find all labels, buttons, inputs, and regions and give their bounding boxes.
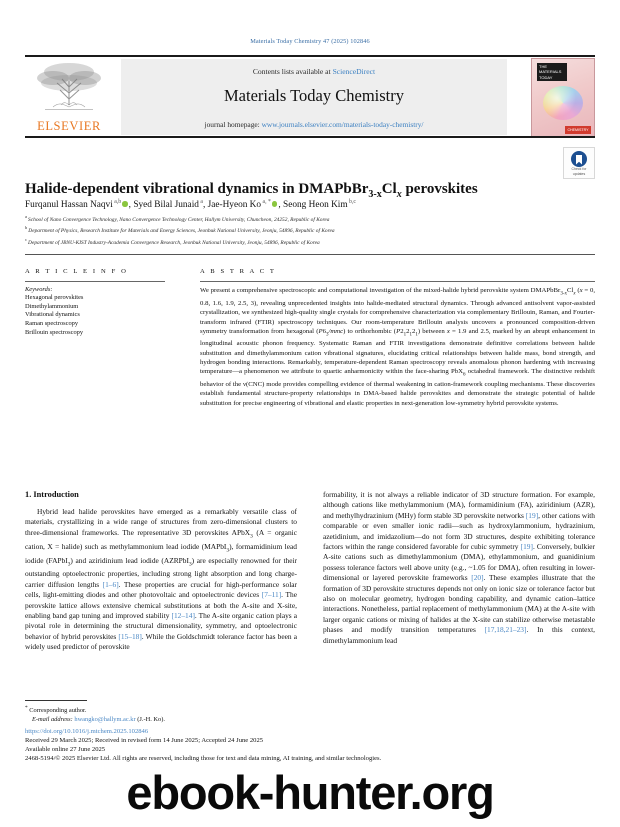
introduction-heading: 1. Introduction [25,490,79,499]
affiliation-marker: a [25,214,29,219]
crossmark-label-line2: updates [572,171,586,176]
author-name: Jae-Hyeon Ko [207,200,262,211]
keyword-item: Dimethylammonium [25,302,79,310]
crossmark-label [564,167,594,176]
email-label: E-mail address: [32,716,73,724]
body-column-left [25,490,297,653]
info-section-top-rule [25,254,595,255]
elsevier-wordmark: ELSEVIER [37,119,101,133]
author-name: Syed Bilal Junaid [133,200,199,211]
author-separator: , [202,200,208,211]
author-4 [283,200,356,210]
keyword-item: Raman spectroscopy [25,320,79,328]
author-affiliation-marker: b,c [347,199,356,205]
abstract-heading: A B S T R A C T [200,268,277,275]
corresponding-author-text: Corresponding author. [29,707,87,715]
article-footer [25,727,595,763]
doi-link[interactable]: https://doi.org/10.1016/j.mtchem.2025.102846 [25,728,149,735]
site-watermark: ebook-hunter.org [126,766,494,819]
keyword-item: Vibrational dynamics [25,311,80,319]
running-head: Materials Today Chemistry 47 (2025) 102846 [250,38,370,45]
abstract-rule [200,281,595,282]
keywords-label: Keywords: [25,286,53,294]
cover-badge-line1: THE [539,64,547,69]
affiliation-list [25,213,585,247]
journal-title: Materials Today Chemistry [223,86,404,105]
title-part-3: perovskites [401,181,478,198]
author-affiliation-marker: a,b [112,199,122,205]
sciencedirect-link[interactable]: ScienceDirect [332,67,376,76]
author-2 [133,200,207,210]
footnote-marker: * [25,705,28,711]
article-info-heading: A R T I C L E I N F O [25,268,128,275]
journal-masthead [25,55,595,139]
keyword-item: Hexagonal perovskites [25,294,84,302]
journal-homepage-line [121,120,507,129]
author-name: Furqanul Hassan Naqvi [25,200,113,211]
author-affiliation-marker: a, * [261,199,271,205]
affiliation-text: School of Nano Convergence Technology, Nano Convergence Technology Center, Hallym University, Chuncheon, 24252, Republic of Korea [28,216,330,223]
affiliation-1 [25,213,585,224]
keyword-item: Brillouin spectroscopy [25,328,84,336]
orcid-icon[interactable] [272,201,278,207]
title-part-2: Cl [381,181,397,198]
cover-badge-line2: MATERIALS [539,69,562,75]
masthead-bottom-rule [25,136,595,138]
corresponding-author-line [25,704,297,715]
available-online: Available online 27 June 2025 [25,746,106,754]
introduction-paragraph-left: Hybrid lead halide perovskites have emerged as a remarkably versatile class of materials, crystallizing in a wide range of structures from zero-dimensional clusters to three-dimensional frameworks. The representative 3D perovskites APbX$_3$ (A = organic cation, X = halide) such as methylammonium lead iodide (MAPbI$_3$), formamidinium lead iodide (FAPbI$_3$) and aziridinium lead iodide (AZRPbI$_3$) are especially renowned for their outstanding optoelectronic properties, including strong light absorption and long charge-carrier diffusion lengths [1–6]. These properties are crucial for high-performance solar cells, light-emitting diodes and other photovoltaic and optoelectronic devices [7–11]. The perovskite lattice allows extensive chemical substitutions at both the A-site and X-site, enabling band gap tuning and improved stability [12–14]. The A-site organic cation plays a pivotal role in determining the structural dimensionality, symmetry, and optoelectronic behavior of hybrid perovskites [15–18]. While the Goldschmidt tolerance factor has been a widely used predictor of perovskite [25,507,298,652]
submission-dates: Received 29 March 2025; Received in revised form 14 June 2025; Accepted 24 June 2025 [25,737,264,745]
keyword-list [25,294,165,337]
cover-subject-label: CHEMISTRY [565,126,591,134]
crossmark-label-line1: Check for [571,167,587,172]
footnote-rule [25,700,87,701]
masthead-center-panel [121,59,507,135]
body-column-right [323,490,595,646]
orcid-icon[interactable] [122,201,128,207]
abstract-column [200,268,595,408]
copyright-line: 2468-5194/© 2025 Elsevier Ltd. All rights are reserved, including those for text and data mining, AI training, and similar technologies. [25,755,382,763]
article-info-column [25,268,165,337]
title-subscript-2: x [396,189,402,201]
author-separator: , [278,200,284,211]
author-affiliation-marker: a [198,199,203,205]
author-3 [208,200,283,210]
author-list [25,196,585,211]
article-info-rule [25,281,165,282]
author-separator: , [128,200,134,211]
affiliation-marker: c [25,236,29,242]
email-link[interactable]: hwangko@hallym.ac.kr [74,716,136,724]
affiliation-3 [25,236,585,247]
affiliation-text: Department of JBNU-KIST Industry-Academia Convergence Research, Jeonbuk National University, Jeonju, 54896, Republic of Korea [28,239,320,246]
crossmark-badge[interactable] [563,147,595,179]
email-line [25,715,297,724]
contents-available-line [121,67,507,76]
contents-prefix: Contents lists available at [252,67,333,76]
email-suffix: (J.-H. Ko). [137,716,165,724]
title-part-1: Halide-dependent vibrational dynamics in DMAPbBr [25,181,369,198]
cover-sphere-graphic [543,86,583,120]
journal-cover-thumbnail [531,58,595,138]
crossmark-icon [571,151,587,167]
elsevier-tree-icon [31,59,107,115]
title-subscript-1: 3-x [368,189,382,201]
introduction-paragraph-right: formability, it is not always a reliable indicator of 3D structure formation. For example, although cations like methylammonium (MA), formamidinium (FA), aziridinium (AZR), and methylhydrazinium (MHy) form stable 3D perovskite networks [19], other cations with comparable or even smaller ionic radii—such as hydroxylammonium, hydrazinium, azetidinium, and imidazolium—do not form 3D structures, despite exhibiting tolerance factors within the range considered favorable for cubic symmetry [19]. Conversely, bulkier A-site cations such as dimethylammonium (DMA), ethylammonium, and guanidinium possess tolerance factors well above unity (e.g., ~1.05 for DMA), often resulting in lower-dimensional or layered perovskite frameworks [20]. These examples illustrate that the formation of 3D perovskite structures depends not only on ionic size or tolerance factor but also on molecular geometry, hydrogen bonding capability, and dynamic cation–lattice interactions. Nonetheless, partial replacement of methylammonium (MA) at the A-site with larger organic cations or mixing of halides at the X-site can stabilize otherwise metastable phases and modify transition temperatures [17,18,21–23]. In this context, dimethylammonium lead [323,490,596,645]
affiliation-2 [25,224,585,235]
abstract-text: We present a comprehensive spectroscopic and computational investigation of the mixed-halide hybrid perovskite system $DMAPbBr_{3-x}Cl_x$ (x = 0, 0.8, 1.6, 1.9, 2.5, 3), revealing unprecedented insights into halide-mediated structural dynamics. Through advanced antisolvent vapor-assisted crystallization, we synthesized high-quality single crystals for comprehensive characterization via complementary Brillouin, Raman, and Fourier-transform infrared (FTIR) spectroscopy techniques. Our room-temperature Brillouin analysis uncovers a pronounced composition-driven symmetry transformation from hexagonal $(P6_3/mmc)$ to orthorhombic $(P2_12_12_1)$ between x = 1.9 and 2.5, marked by an abrupt enhancement in longitudinal acoustic phonon frequency. Systematic Raman and FTIR investigations demonstrate definitive correlations between halide substitution and dimethylammonium cation vibrational signatures, elucidating critical relationships between halide mass, bond strength, and hydrogen bonding interactions. Remarkably, temperature-dependent Raman spectroscopy reveals anomalous phonon hardening with increasing temperature—a phenomenon we attribute to quartic anharmonicity within the face-sharing PbX$_6$ octahedral framework. The distinctive redshift behavior of the ν(CNC) mode provides compelling evidence of thermal weakening in cation-framework coupling mechanisms. These discoveries establish fundamental structure-property relationships in DMA-based halide perovskites and demonstrate the strategic potential of halide substitution for precise engineering of vibrational and elastic properties in next-generation low-symmetry hybrid perovskite systems. [200,287,596,407]
cover-badge-line3: TODAY [539,74,553,80]
author-1 [25,200,133,210]
corresponding-author-footnote [25,704,297,724]
masthead-top-rule [25,55,595,57]
homepage-prefix: journal homepage: [204,120,262,129]
cover-masthead-badge [537,63,567,81]
journal-homepage-link[interactable]: www.journals.elsevier.com/materials-today-chemistry/ [261,120,424,129]
affiliation-marker: b [25,225,29,231]
author-name: Seong Heon Kim [283,200,348,211]
affiliation-text: Department of Physics, Research Institute for Materials and Energy Sciences, Jeonbuk National University, Jeonju, 54896, Republic of Korea [28,228,335,235]
elsevier-logo [25,59,113,135]
